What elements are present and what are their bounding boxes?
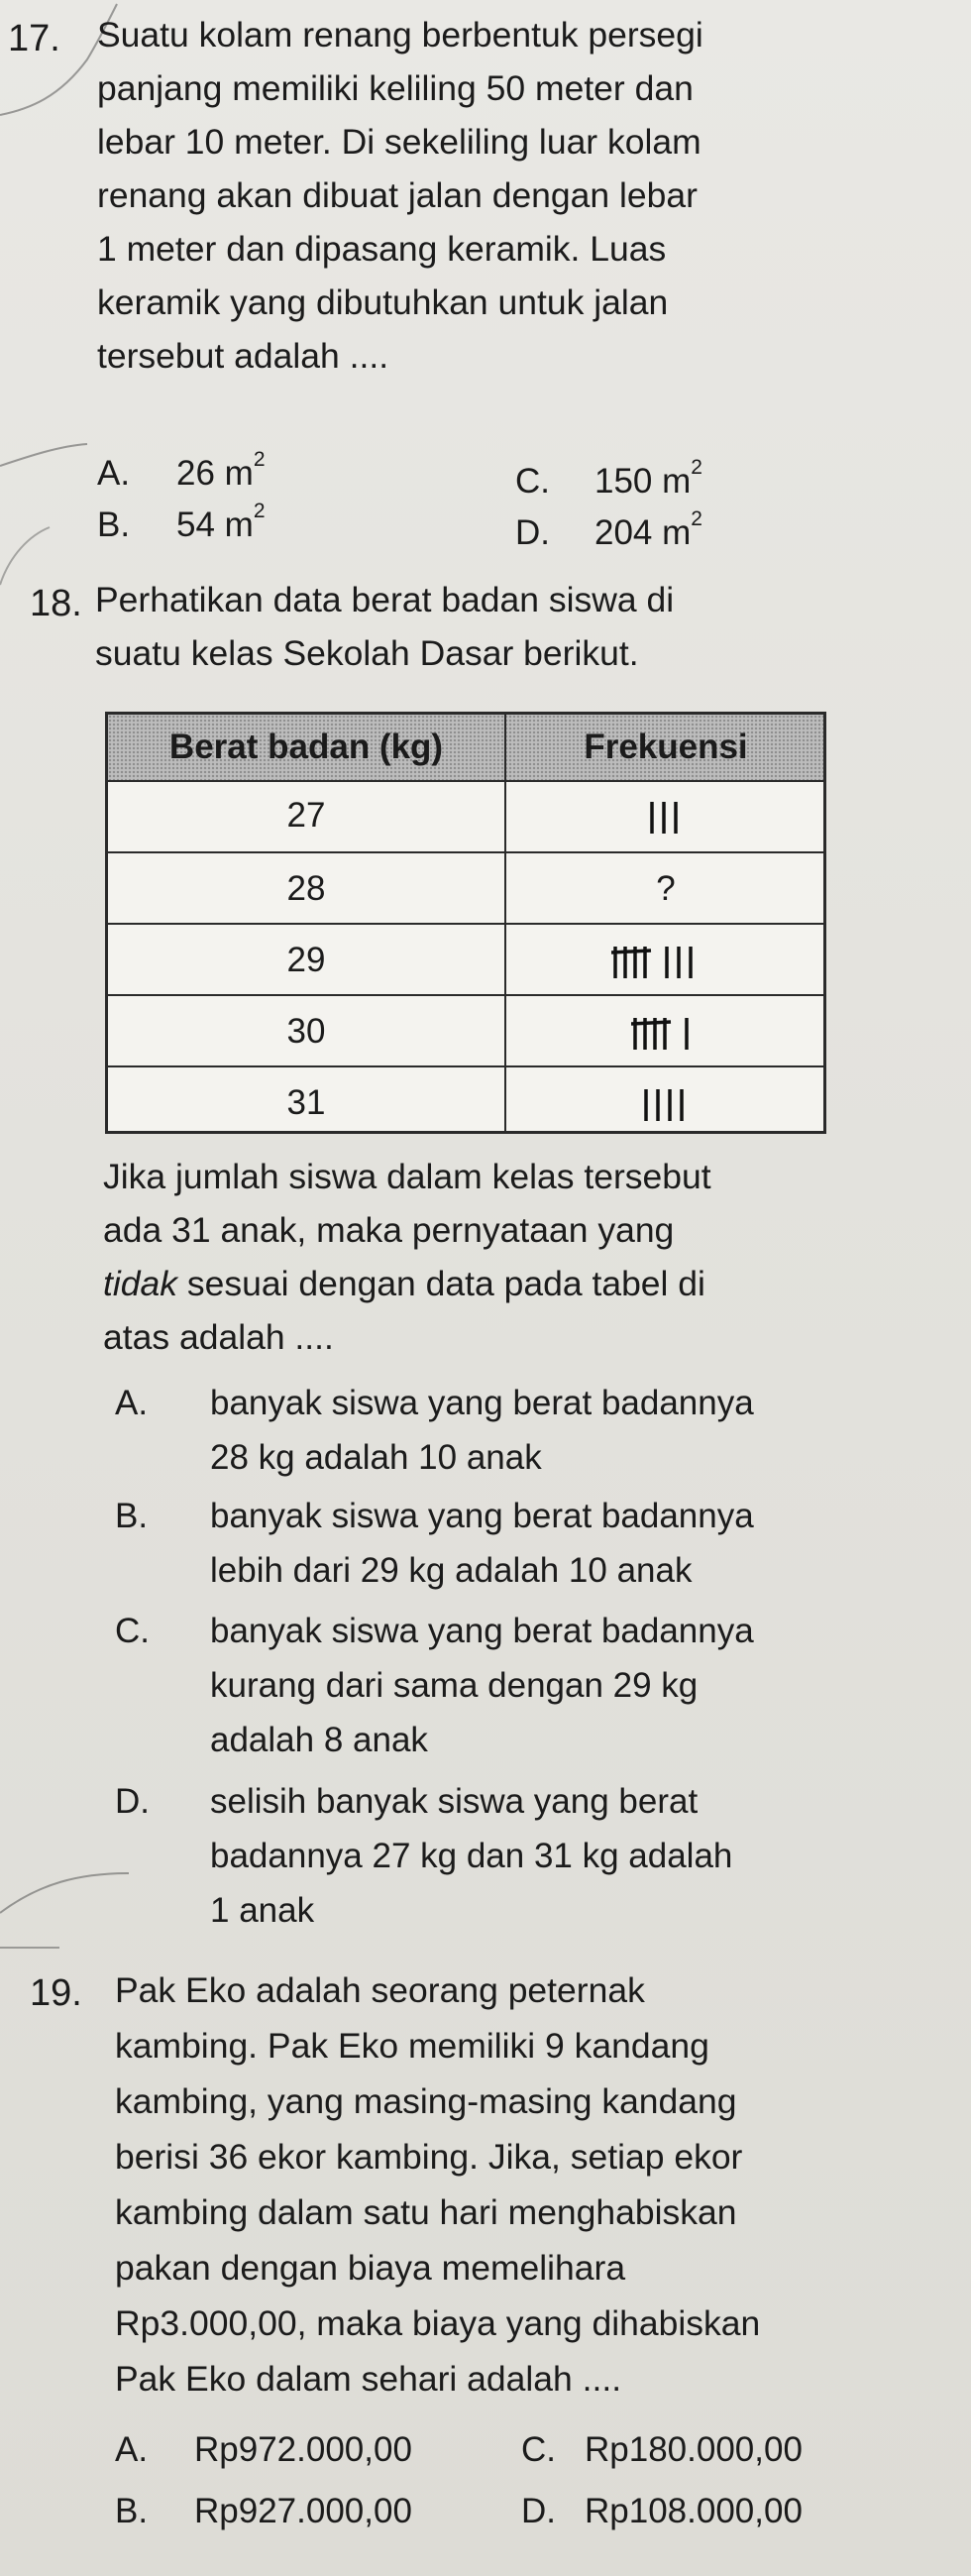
option-text xyxy=(210,1604,754,1767)
option-c[interactable] xyxy=(115,1604,947,1767)
option-line: adalah 8 anak xyxy=(210,1721,428,1759)
stem-line: tersebut adalah .... xyxy=(97,336,389,376)
stem-line: Rp3.000,00, maka biaya yang dihabiskan xyxy=(115,2303,761,2343)
option-line: selisih banyak siswa yang berat xyxy=(210,1782,699,1821)
stem-line: Suatu kolam renang berbentuk persegi xyxy=(97,15,703,55)
option-line: badannya 27 kg dan 31 kg adalah xyxy=(210,1837,733,1875)
table-row xyxy=(108,1065,823,1139)
stem-line: kambing. Pak Eko memiliki 9 kandang xyxy=(115,2026,709,2066)
option-key: C. xyxy=(115,1612,150,1650)
option-key: A. xyxy=(115,1384,149,1422)
option-text xyxy=(210,1376,754,1485)
stem-line: Pak Eko adalah seorang peternak xyxy=(115,1970,645,2010)
question-number: 17. xyxy=(8,18,60,59)
weight-frequency-table xyxy=(105,712,826,1134)
frequency-cell xyxy=(506,996,825,1067)
table-header-row xyxy=(108,715,823,782)
weight-cell: 30 xyxy=(286,1012,326,1051)
option-line: banyak siswa yang berat badannya xyxy=(210,1612,754,1650)
tally-marks xyxy=(611,943,720,982)
option-text xyxy=(210,1774,732,1938)
stem-line: pakan dengan biaya memelihara xyxy=(115,2248,626,2288)
option-value: Rp180.000,00 xyxy=(585,2430,803,2469)
stem-line: 1 meter dan dipasang keramik. Luas xyxy=(97,229,667,269)
tally-marks xyxy=(640,1085,692,1125)
option-line: banyak siswa yang berat badannya xyxy=(210,1497,754,1535)
option-d[interactable] xyxy=(521,2492,803,2531)
option-line: banyak siswa yang berat badannya xyxy=(210,1384,754,1422)
stem-line: kambing dalam satu hari menghabiskan xyxy=(115,2192,737,2232)
option-value: 54 m xyxy=(176,505,254,544)
option-key: B. xyxy=(97,505,131,544)
table-body xyxy=(108,780,823,1131)
question-number: 18. xyxy=(30,583,82,624)
option-c[interactable] xyxy=(515,456,702,502)
weight-cell: 28 xyxy=(286,869,326,908)
option-value: 26 m xyxy=(176,454,254,493)
option-d[interactable] xyxy=(115,1774,947,1938)
option-b[interactable] xyxy=(115,1489,947,1598)
body-line-rest: sesuai dengan data pada tabel di xyxy=(177,1264,705,1303)
tally-marks xyxy=(631,1014,701,1054)
option-key: D. xyxy=(115,1782,150,1821)
stem-line: Perhatikan data berat badan siswa di xyxy=(95,580,675,619)
emphasis-word: tidak xyxy=(103,1264,177,1303)
question-stem xyxy=(95,573,674,680)
tally-marks xyxy=(646,798,686,838)
table-row xyxy=(108,851,823,925)
table-row xyxy=(108,780,823,851)
body-line xyxy=(103,1257,711,1310)
frequency-cell xyxy=(506,925,825,996)
option-b[interactable] xyxy=(115,2492,412,2531)
column-header-frequency: Frekuensi xyxy=(584,728,748,766)
frequency-cell xyxy=(506,853,825,925)
option-c[interactable] xyxy=(521,2430,803,2470)
option-line: 28 kg adalah 10 anak xyxy=(210,1438,542,1477)
weight-cell: 31 xyxy=(286,1083,326,1122)
option-exponent: 2 xyxy=(691,456,702,480)
option-a[interactable] xyxy=(97,448,266,494)
table-row xyxy=(108,994,823,1067)
question-stem xyxy=(97,8,703,383)
option-line: 1 anak xyxy=(210,1891,315,1930)
option-key: A. xyxy=(115,2430,149,2469)
weight-cell: 29 xyxy=(286,941,326,979)
option-b[interactable] xyxy=(97,500,266,545)
option-a[interactable] xyxy=(115,2430,412,2470)
option-key: D. xyxy=(521,2492,556,2530)
option-exponent: 2 xyxy=(691,507,702,531)
option-line: lebih dari 29 kg adalah 10 anak xyxy=(210,1551,693,1590)
stem-line: kambing, yang masing-masing kandang xyxy=(115,2081,737,2121)
option-exponent: 2 xyxy=(253,500,266,523)
option-key: B. xyxy=(115,1497,149,1535)
question-number: 19. xyxy=(30,1972,82,2014)
option-key: A. xyxy=(97,454,131,493)
question-stem xyxy=(115,1962,760,2407)
option-key: C. xyxy=(521,2430,556,2469)
option-key: D. xyxy=(515,513,550,552)
stem-line: suatu kelas Sekolah Dasar berikut. xyxy=(95,633,639,673)
option-line: kurang dari sama dengan 29 kg xyxy=(210,1666,699,1705)
stem-line: renang akan dibuat jalan dengan lebar xyxy=(97,175,698,215)
weight-cell: 27 xyxy=(286,796,326,835)
stem-line: Pak Eko dalam sehari adalah .... xyxy=(115,2359,622,2399)
option-value: Rp108.000,00 xyxy=(585,2492,803,2530)
body-line: atas adalah .... xyxy=(103,1317,334,1357)
unknown-frequency: ? xyxy=(656,869,676,908)
option-text xyxy=(210,1489,754,1598)
option-exponent: 2 xyxy=(253,448,266,472)
stem-line: keramik yang dibutuhkan untuk jalan xyxy=(97,282,669,322)
option-a[interactable] xyxy=(115,1376,947,1485)
stem-line: lebar 10 meter. Di sekeliling luar kolam xyxy=(97,122,701,162)
stem-line: panjang memiliki keliling 50 meter dan xyxy=(97,68,694,108)
option-key: C. xyxy=(515,462,550,501)
body-line: ada 31 anak, maka pernyataan yang xyxy=(103,1210,675,1250)
table-row xyxy=(108,923,823,996)
column-header-weight: Berat badan (kg) xyxy=(168,728,444,766)
question-body xyxy=(103,1150,711,1364)
option-value: Rp972.000,00 xyxy=(194,2430,412,2469)
option-value: 204 m xyxy=(594,513,692,552)
option-d[interactable] xyxy=(515,507,702,553)
option-value: Rp927.000,00 xyxy=(194,2492,412,2530)
option-value: 150 m xyxy=(594,462,692,501)
frequency-cell xyxy=(506,1067,825,1139)
option-key: B. xyxy=(115,2492,149,2530)
body-line: Jika jumlah siswa dalam kelas tersebut xyxy=(103,1157,711,1196)
stem-line: berisi 36 ekor kambing. Jika, setiap ekor xyxy=(115,2137,743,2177)
frequency-cell xyxy=(506,780,825,851)
